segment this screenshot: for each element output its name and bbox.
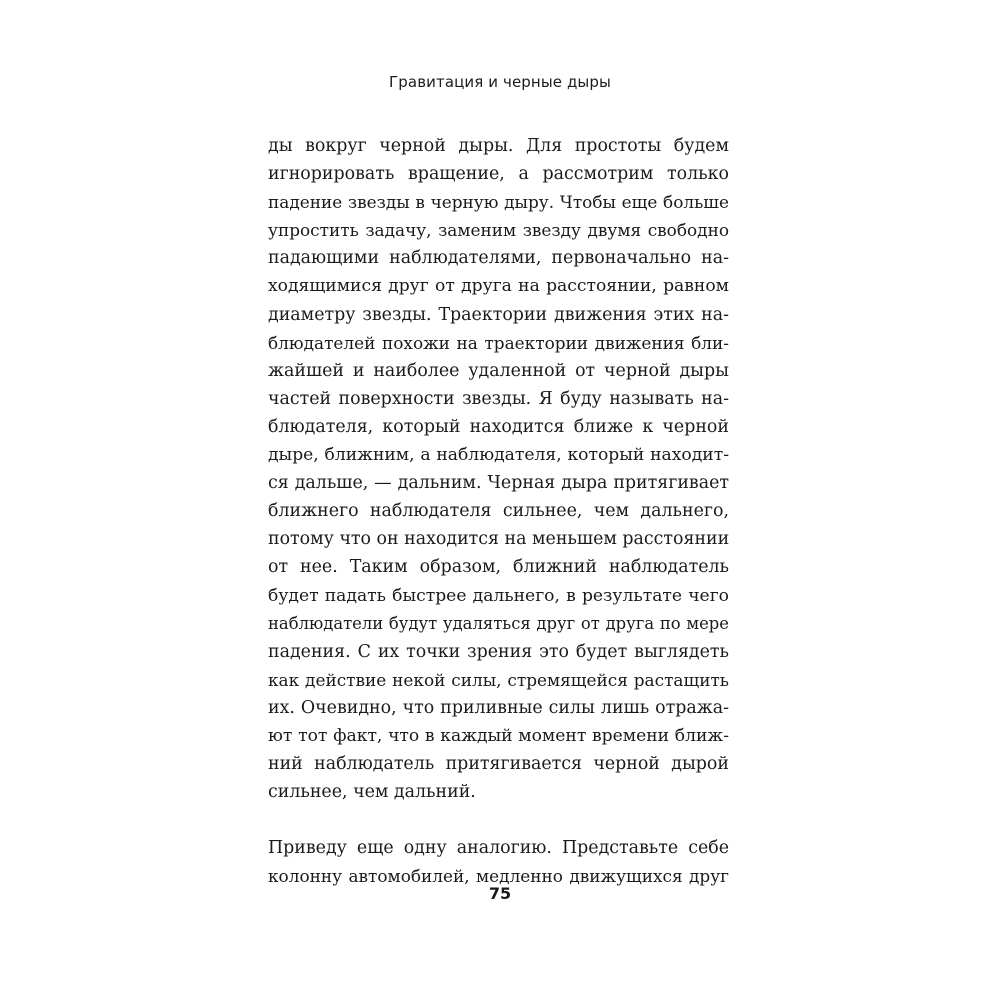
- paragraph-gap: [268, 806, 729, 834]
- text-line: падения. С их точки зрения это будет выглядеть: [268, 641, 729, 662]
- text-line: от нее. Таким образом, ближний наблюдатель: [268, 557, 729, 578]
- text-line: колонну автомобилей, медленно движущихся друг: [268, 866, 729, 887]
- text-line: будет падать быстрее дальнего, в результате чего: [268, 585, 729, 606]
- text-line: дыре, ближним, а наблюдателя, который находит-: [268, 445, 729, 466]
- text-line: падение звезды в черную дыру. Чтобы еще больше: [268, 192, 729, 213]
- text-line: ды вокруг черной дыры. Для простоты будем: [268, 136, 729, 156]
- text-line: их. Очевидно, что приливные силы лишь отража-: [268, 697, 729, 718]
- text-line: ют тот факт, что в каждый момент времени ближ-: [268, 725, 729, 746]
- running-head: Гравитация и черные дыры: [389, 73, 611, 91]
- text-line: падающими наблюдателями, первоначально на-: [268, 248, 729, 269]
- text-line: ся дальше, — дальним. Черная дыра притягивает: [268, 473, 729, 494]
- text-line: упростить задачу, заменим звезду двумя свободно: [268, 220, 729, 241]
- text-line: частей поверхности звезды. Я буду называть на-: [268, 388, 729, 409]
- text-line: ний наблюдатель притягивается черной дырой: [268, 754, 729, 775]
- body-text: [268, 132, 729, 891]
- text-line: жайшей и наиболее удаленной от черной дыры: [268, 360, 729, 381]
- text-line: ближнего наблюдателя сильнее, чем дальнего,: [268, 501, 729, 522]
- text-line: сильнее, чем дальний.: [268, 782, 476, 803]
- text-line: Приведу еще одну аналогию. Представьте себе: [268, 838, 729, 859]
- text-line: игнорировать вращение, а рассмотрим только: [268, 164, 729, 185]
- text-line: потому что он находится на меньшем расстоянии: [268, 529, 730, 550]
- page-number: 75: [488, 884, 512, 903]
- text-line: как действие некой силы, стремящейся растащить: [268, 669, 729, 690]
- text-line: ходящимися друг от друга на расстоянии, равном: [268, 276, 729, 297]
- text-line: блюдателей похожи на траектории движения бли-: [268, 332, 729, 353]
- text-line: диаметру звезды. Траектории движения этих на-: [268, 304, 729, 325]
- text-line: блюдателя, который находится ближе к черной: [268, 416, 729, 437]
- text-line: наблюдатели будут удаляться друг от друга по мере: [268, 613, 729, 633]
